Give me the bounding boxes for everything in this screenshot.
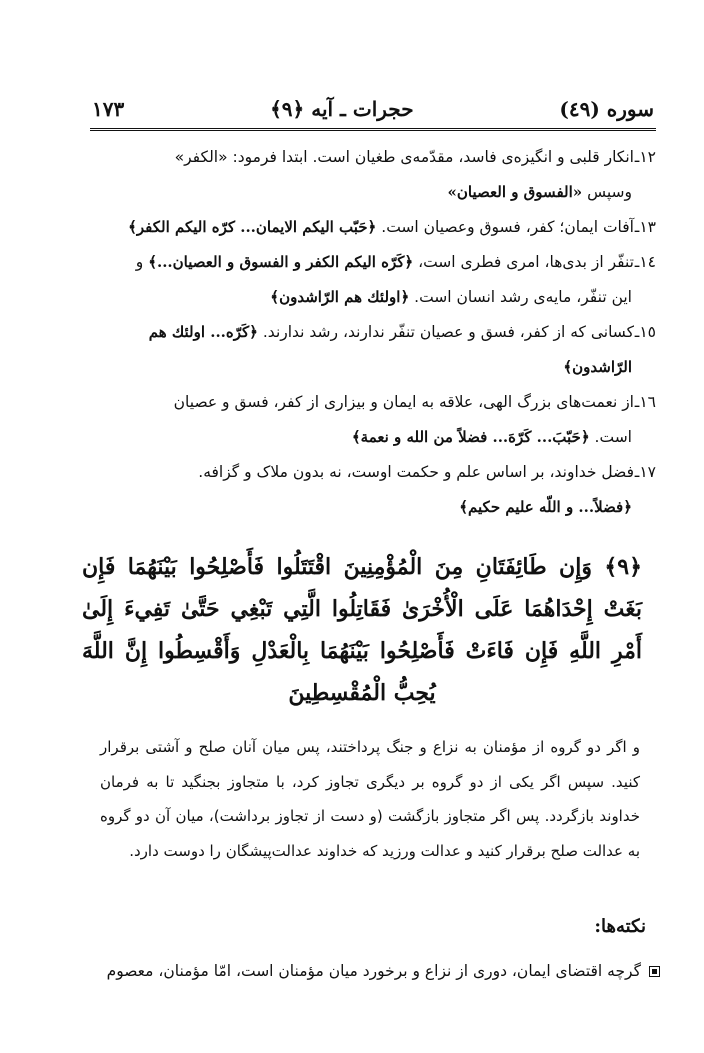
header-divider	[90, 128, 656, 131]
header-title: حجرات ـ آیه ﴿٩﴾	[270, 97, 414, 121]
page-number: ١٧٣	[92, 97, 125, 121]
point-17: ١٧ـفضل خداوند، بر اساس علم و حكمت اوست، نه بدون ملاک و گزافه. ﴿فضلاً... و اللّه عليم حكيم﴾	[198, 463, 656, 516]
point-15: ١٥ـكسانى كه از كفر، فسق و عصيان تنفّر ندارند، رشد ندارند. ﴿كَرّه... اولئك هم الرّاشدون﴾	[148, 323, 656, 376]
note-item: گرچه اقتضاى ايمان، دورى از نزاع و برخورد ميان مؤمنان است، امّا مؤمنان، معصوم	[80, 956, 660, 986]
points-list	[66, 140, 656, 525]
quran-verse: ﴿٩﴾ وَإِن طَائِفَتَانِ مِنَ الْمُؤْمِنِينَ اقْتَتَلُوا فَأَصْلِحُوا بَيْنَهُمَا فَإِن بَغَتْ إِحْدَاهُمَا عَلَى الْأُخْرَىٰ فَقَاتِلُوا الَّتِي تَبْغِي حَتَّىٰ تَفِيءَ إِلَىٰ أَمْرِ اللَّهِ فَإِن فَاءَتْ فَأَصْلِحُوا بَيْنَهُمَا بِالْعَدْلِ وَأَقْسِطُوا إِنَّ اللَّهَ يُحِبُّ الْمُقْسِطِينَ	[82, 554, 643, 706]
page-header	[92, 92, 654, 126]
notes-heading: نكته‌ها:	[594, 916, 646, 937]
verse-translation: و اگر دو گروه از مؤمنان به نزاع و جنگ پرداختند، پس ميان آنان صلح و آشتى برقرار كنيد. سپس اگر يكى از دو گروه بر ديگرى تجاوز كرد، با متجاوز بجنگيد تا به فرمان خداوند بازگردد. پس اگر متجاوز بازگشت (و دست از تجاوز برداشت)، ميان آن دو گروه به عدالت صلح برقرار كنيد و عدالت ورزيد كه خداوند عدالت‌پيشگان را دوست دارد.	[100, 738, 640, 860]
surah-label: سوره (٤٩)	[559, 97, 654, 121]
point-13: ١٣ـآفات ايمان؛ كفر، فسوق وعصيان است. ﴿حَبّب اليكم الايمان... كرّه اليكم الكفر﴾	[128, 218, 656, 236]
point-14: ١٤ـتنفّر از بدى‌ها، امرى فطرى است، ﴿كَرّه اليكم الكفر و الفسوق و العصيان...﴾ و اين تنفّر، مايه‌ى رشد انسان است. ﴿اولئك هم الرّاشدون﴾	[135, 253, 656, 306]
point-16: ١٦ـاز نعمت‌هاى بزرگ الهى، علاقه به ايمان و بيزارى از كفر، فسق و عصيان است. ﴿حَبّبَ... كَرّهَ... فضلاً من الله و نعمة﴾	[173, 393, 656, 446]
square-bullet-icon	[649, 966, 660, 977]
point-12: ١٢ـانكار قلبى و انگيزه‌ى فاسد، مقدّمه‌ى طغيان است. ابتدا فرمود: «الكفر» وسپس «الفسوق و العصيان»	[174, 148, 656, 201]
